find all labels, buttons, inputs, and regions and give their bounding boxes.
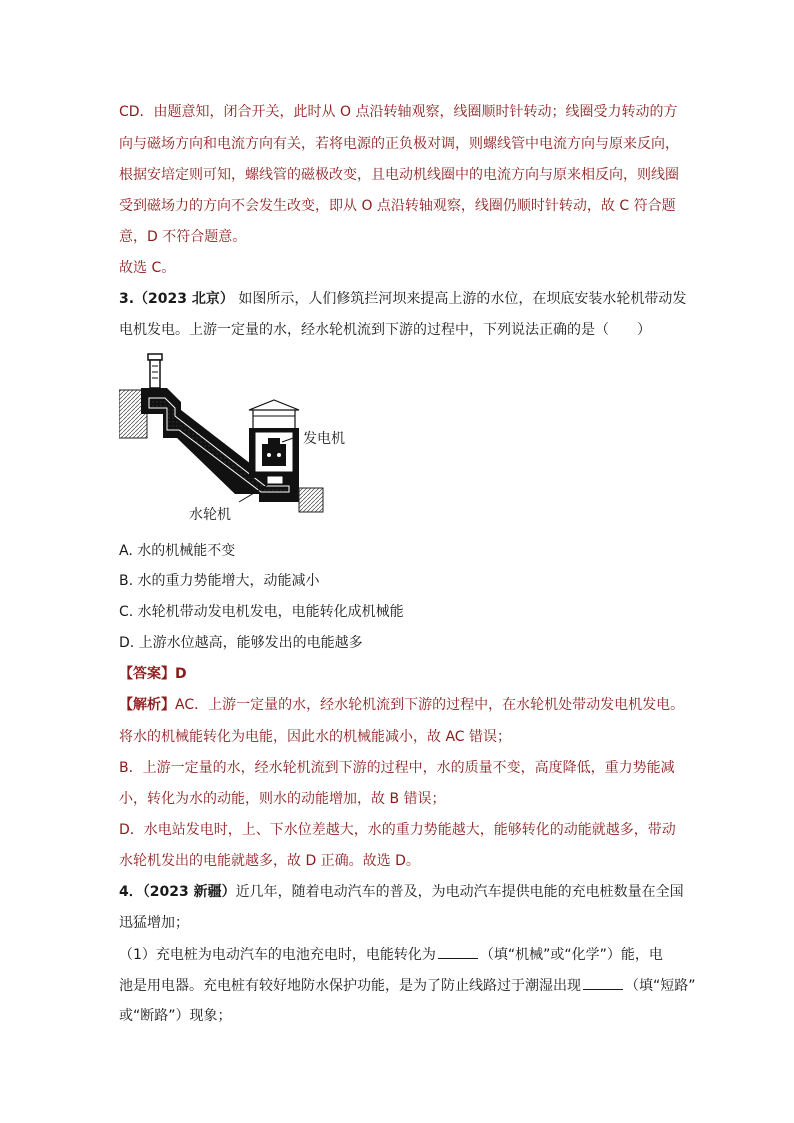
- q3-stem-line-2: 电机发电。上游一定量的水，经水轮机流到下游的过程中，下列说法正确的是（ ）: [119, 322, 651, 338]
- prev-analysis-line-3: 根据安培定则可知，螺线管的磁极改变，且电动机线圈中的电流方向与原来相反向，则线圈: [119, 167, 679, 183]
- prev-analysis-line-2: 向与磁场方向和电流方向有关，若将电源的正负极对调，则螺线管中电流方向与原来反向，: [119, 136, 679, 152]
- q3-analysis-line-3: B．上游一定量的水，经水轮机流到下游的过程中，水的质量不变，高度降低，重力势能减: [119, 760, 675, 776]
- q4-sub1-part-a: （1）充电桩为电动汽车的电池充电时，电能转化为: [119, 947, 436, 963]
- q4-sub1-part-d: （填“短路”: [625, 978, 696, 994]
- q4-stem-text-1: 近几年，随着电动汽车的普及，为电动汽车提供电能的充电桩数量在全国: [235, 884, 684, 900]
- q3-analysis-line-5: D．水电站发电时，上、下水位差越大，水的重力势能越大，能够转化的动能就越多，带动: [119, 822, 676, 838]
- generator: [262, 444, 286, 466]
- prev-analysis-line-5: 意，D 不符合题意。: [119, 229, 247, 245]
- answer-value: D: [175, 666, 187, 682]
- q3-option-b: B. 水的重力势能增大，动能减小: [119, 573, 320, 589]
- turbine-label: 水轮机: [189, 507, 231, 523]
- gate-top: [148, 354, 162, 360]
- q4-stem-line-2: 迅猛增加；: [119, 915, 189, 931]
- downstream-water: [299, 488, 323, 512]
- q3-analysis-line-4: 小，转化为水的动能，则水的动能增加，故 B 错误；: [119, 791, 446, 807]
- q3-tag: 3.（2023 北京）: [119, 291, 234, 307]
- q3-option-c: C. 水轮机带动发电机发电，电能转化成机械能: [119, 604, 404, 620]
- q3-analysis-line-6: 水轮机发出的电能就越多，故 D 正确。故选 D。: [119, 853, 420, 869]
- q4-sub1-line-2: [119, 975, 696, 996]
- q4-tag: 4．（2023 新疆）: [119, 884, 236, 900]
- q4-sub1-line-3: 或“断路”）现象；: [119, 1008, 232, 1024]
- q3-option-a: A. 水的机械能不变: [119, 543, 236, 559]
- answer-blank-2: [583, 975, 623, 990]
- q3-answer: [119, 664, 187, 684]
- roof: [249, 400, 299, 410]
- q4-sub1-part-b: （填“机械”或“化学”）能，电: [479, 947, 663, 963]
- turbine: [267, 476, 283, 484]
- q4-stem-line-1: [119, 882, 684, 902]
- q3-stem-line-1: [119, 289, 686, 309]
- answer-blank-1: [438, 944, 478, 959]
- analysis-tag: 【解析】: [119, 697, 175, 713]
- q4-sub1-line-1: [119, 944, 663, 965]
- gate-tower: [150, 360, 160, 388]
- analysis-text-1: AC．上游一定量的水，经水轮机流到下游的过程中，在水轮机处带动发电机发电。: [175, 697, 685, 713]
- q4-sub1-part-c: 池是用电器。充电桩有较好地防水保护功能，是为了防止线路过于潮湿出现: [119, 978, 581, 994]
- q3-analysis-line-1: [119, 695, 684, 715]
- prev-analysis-line-4: 受到磁场力的方向不会发生改变，即从 O 点沿转轴观察，线圈仍顺时针转动，故 C 符合题: [119, 198, 676, 214]
- generator-label: 发电机: [303, 431, 345, 447]
- q3-option-d: D. 上游水位越高，能够发出的电能越多: [119, 635, 363, 651]
- answer-tag: 【答案】: [119, 666, 175, 682]
- prev-analysis-line-1: CD．由题意知，闭合开关，此时从 O 点沿转轴观察，线圈顺时针转动；线圈受力转动的方: [119, 104, 678, 120]
- q3-analysis-line-2: 将水的机械能转化为电能，因此水的机械能减小，故 AC 错误；: [119, 729, 512, 745]
- q3-stem-text-1: 如图所示，人们修筑拦河坝来提高上游的水位，在坝底安装水轮机带动发: [238, 291, 687, 307]
- dam-figure: [119, 352, 359, 522]
- prev-conclusion: 故选 C。: [119, 260, 176, 276]
